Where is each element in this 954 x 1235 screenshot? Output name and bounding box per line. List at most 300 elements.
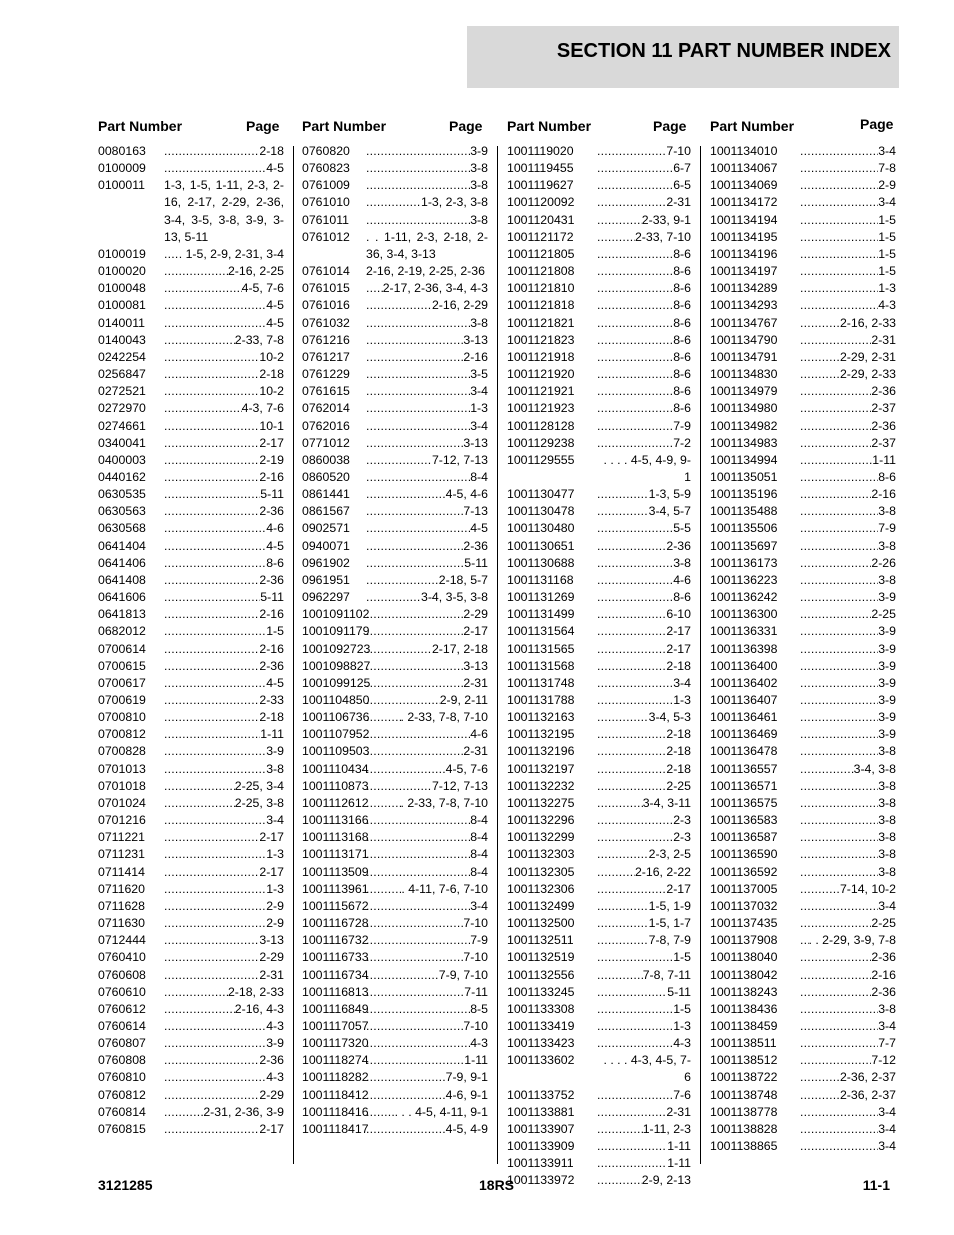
part-number: 1001131565: [507, 641, 575, 656]
part-number: 1001138459: [710, 1018, 778, 1033]
dot-leader: [366, 1069, 446, 1086]
index-row: [302, 160, 488, 177]
part-number: 0760823: [302, 161, 350, 176]
page-references: 3-9: [878, 658, 896, 673]
page-references: 3-8: [878, 572, 896, 587]
dot-leader: [800, 1121, 878, 1138]
index-row: [710, 1104, 896, 1121]
page-references: 3-9: [470, 144, 488, 158]
page-references: 4-3, 7-6: [241, 401, 284, 416]
dot-leader: [800, 263, 878, 280]
index-row: [710, 349, 896, 366]
dot-leader: [366, 898, 470, 915]
part-number: 1001132299: [507, 830, 575, 845]
index-row: [302, 1052, 488, 1069]
column-divider: [497, 146, 498, 1164]
index-row: [98, 418, 284, 435]
index-row: [98, 332, 284, 349]
part-number: 0140011: [98, 315, 145, 330]
part-number: 1001137435: [710, 916, 778, 931]
dot-leader: [164, 692, 259, 709]
part-number: 1001113509: [302, 864, 369, 879]
index-row: [710, 658, 896, 675]
index-row: [302, 383, 488, 400]
part-number: 0140043: [98, 332, 146, 347]
page-references: 3-4, 5-3: [648, 710, 691, 725]
index-row: [302, 452, 488, 469]
part-number: 1001113168: [302, 830, 369, 845]
part-number: 1001131499: [507, 607, 575, 622]
dot-leader: [800, 623, 878, 640]
page-references: 1-3: [673, 693, 691, 707]
part-number: 1001134172: [710, 195, 778, 210]
index-row: [710, 418, 896, 435]
part-number: 1001132232: [507, 778, 575, 793]
part-number-header: Part Number: [710, 118, 795, 134]
index-row: [302, 1069, 488, 1086]
part-number: 1001134067: [710, 161, 778, 176]
page-references: 2-16, 2-25: [227, 264, 284, 279]
dot-leader: [800, 812, 878, 829]
dot-leader: [800, 881, 840, 898]
index-row: [507, 1035, 691, 1052]
dot-leader: [597, 812, 673, 829]
index-row: [710, 692, 896, 709]
part-number: 1001133909: [507, 1139, 575, 1154]
part-number: 0700810: [98, 710, 146, 725]
dot-leader: [366, 915, 463, 932]
part-number: 1001116733: [302, 950, 369, 965]
page-references: 1-11: [872, 452, 896, 467]
dot-leader: [597, 143, 666, 160]
page-references: 8-6: [673, 315, 691, 330]
part-number: 1001134196: [710, 246, 778, 261]
part-number: 1001136173: [710, 555, 778, 570]
page-references: 3-8: [878, 538, 896, 553]
part-number: 1001130480: [507, 521, 575, 536]
part-number: 1001120092: [507, 195, 575, 210]
index-row: [98, 726, 284, 743]
dot-leader: [800, 1087, 840, 1104]
page-references: 2-9: [266, 898, 284, 913]
index-row: [507, 555, 691, 572]
dot-leader: [164, 315, 266, 332]
index-row: [98, 795, 284, 812]
index-row: [507, 246, 691, 263]
dot-leader: [800, 177, 878, 194]
page-references: 8-6: [673, 298, 691, 313]
index-row: [302, 984, 488, 1001]
page-references: 2-16, 2-29: [431, 298, 488, 313]
part-number: 1001131168: [507, 572, 574, 587]
page-references: 2-29, 2-33: [839, 367, 896, 382]
page-references: 1-3, 1-5, 1-11, 2-3, 2-16, 2-17, 2-29, 2-36, 3-4, 3-5, 3-8, 3-9, 3-13, 5-11: [164, 178, 284, 244]
part-number: 0701013: [98, 761, 146, 776]
page-references: 2-33, 7-10: [634, 229, 691, 244]
index-row: [507, 383, 691, 400]
page-references: 7-2: [673, 435, 691, 450]
part-number: 1001136557: [710, 761, 778, 776]
part-number: 1001119627: [507, 178, 574, 193]
dot-leader: [164, 846, 266, 863]
index-row: [507, 366, 691, 383]
page-references: 2-18: [666, 744, 691, 759]
part-number: 1001121821: [507, 315, 575, 330]
dot-leader: [366, 726, 470, 743]
part-number: 1001136587: [710, 830, 778, 845]
dot-leader: [366, 315, 470, 332]
index-row: [710, 177, 896, 194]
part-number: 1001134983: [710, 435, 778, 450]
part-number: 1001135051: [710, 469, 778, 484]
part-number: 1001134982: [710, 418, 778, 433]
dot-leader: [366, 932, 470, 949]
index-row: [98, 864, 284, 881]
part-number: 1001121921: [507, 384, 575, 399]
dot-leader: [164, 1104, 203, 1121]
index-row: [710, 212, 896, 229]
page-references: 2-37: [871, 435, 896, 450]
dot-leader: [800, 778, 878, 795]
part-number: 1001109503: [302, 744, 370, 759]
dot-leader: [800, 1052, 871, 1069]
part-number: 0760608: [98, 967, 146, 982]
dot-leader: [800, 280, 878, 297]
dot-leader: [164, 1087, 259, 1104]
part-number: 0100009: [98, 161, 146, 176]
part-number: 0711221: [98, 830, 145, 845]
index-row: [507, 778, 691, 795]
page-header: Page: [246, 118, 280, 134]
page-references: 3-13: [463, 658, 488, 673]
page-references: 8-6: [673, 401, 691, 416]
page-references: 7-9: [470, 933, 488, 948]
page-references: 2-33, 9-1: [641, 212, 691, 227]
part-number: 0712444: [98, 933, 146, 948]
index-row: [710, 761, 896, 778]
part-number: 1001136592: [710, 864, 778, 879]
index-row: [302, 1121, 488, 1138]
part-number: 1001121818: [507, 298, 575, 313]
dot-leader: [366, 606, 463, 623]
part-number: 0100020: [98, 264, 146, 279]
index-row: [98, 143, 284, 160]
part-number: 1001134994: [710, 452, 778, 467]
index-row: [302, 572, 488, 589]
index-row: [98, 349, 284, 366]
index-row: [507, 435, 691, 452]
dot-leader: [800, 829, 878, 846]
part-number: 0711620: [98, 881, 145, 896]
dot-leader: [800, 898, 878, 915]
part-number: 1001118412: [302, 1087, 369, 1102]
dot-leader: [164, 915, 266, 932]
dot-leader: [164, 761, 266, 778]
index-row: [98, 520, 284, 537]
dot-leader: [164, 967, 259, 984]
part-number: 0701216: [98, 813, 146, 828]
page-references: 3-13: [463, 332, 488, 347]
page-references: 2-29: [259, 1087, 284, 1102]
page-references: 2-36: [871, 384, 896, 399]
index-row: [507, 1172, 691, 1189]
page-references: 2-31: [871, 332, 896, 347]
index-row: [98, 246, 284, 263]
page-references: 8-6: [673, 349, 691, 364]
dot-leader: [164, 486, 260, 503]
index-row: [507, 915, 691, 932]
index-rows: [507, 143, 691, 1190]
part-number-header: Part Number: [302, 118, 387, 134]
page-references: 2-17: [259, 864, 284, 879]
part-number: 1001133752: [507, 1087, 575, 1102]
part-number: 0962297: [302, 590, 350, 605]
page-references: 8-6: [673, 590, 691, 605]
page-references: 1-5: [878, 212, 896, 227]
page-references: 2-19: [259, 452, 284, 467]
index-row: [507, 898, 691, 915]
part-number: 0700617: [98, 675, 146, 690]
part-number: 0760610: [98, 984, 146, 999]
page-references: 3-9: [878, 624, 896, 639]
part-number: 1001133972: [507, 1173, 575, 1188]
page-references: 3-4, 3-11: [642, 795, 691, 810]
page-references: 2-16, 2-33: [839, 315, 896, 330]
dot-leader: [366, 332, 463, 349]
page-references: 1-5: [673, 950, 691, 965]
dot-leader: [800, 315, 840, 332]
part-number: 1001120431: [507, 212, 575, 227]
part-number: 0440162: [98, 469, 146, 484]
index-row: [507, 812, 691, 829]
dot-leader: [597, 486, 649, 503]
page-references: 7-9, 9-1: [445, 1070, 488, 1085]
part-number: 1001138722: [710, 1070, 778, 1085]
page-references: 8-6: [266, 555, 284, 570]
dot-leader: [800, 692, 878, 709]
part-number: 0700828: [98, 744, 146, 759]
part-number: 0761009: [302, 178, 350, 193]
page-references: 3-4: [878, 1104, 896, 1119]
part-number: 1001136331: [710, 624, 778, 639]
index-row: [98, 1121, 284, 1138]
index-row: [302, 778, 488, 795]
index-row: [507, 400, 691, 417]
index-row: [710, 589, 896, 606]
dot-leader: [597, 297, 673, 314]
part-number: 1001134790: [710, 332, 778, 347]
dot-leader: [366, 366, 470, 383]
index-row: [507, 743, 691, 760]
dot-leader: [366, 709, 401, 726]
dot-leader: [800, 795, 878, 812]
index-row: [98, 623, 284, 640]
index-row: [98, 435, 284, 452]
page-references: 2-29: [259, 950, 284, 965]
page-references: 2-16, 4-3: [234, 1001, 284, 1016]
page-references: . . . 4-5, 4-11, 9-1: [394, 1104, 488, 1119]
dot-leader: [366, 1001, 470, 1018]
index-row: [98, 555, 284, 572]
dot-leader: [800, 349, 840, 366]
part-number: 1001130478: [507, 504, 575, 519]
part-number: 1001130477: [507, 487, 575, 502]
part-number: 0861567: [302, 504, 350, 519]
index-row: [507, 692, 691, 709]
page-references: 4-5, 4-9: [445, 1121, 488, 1136]
index-row: [507, 761, 691, 778]
index-row: [98, 1001, 284, 1018]
index-row: [98, 160, 284, 177]
index-row: [302, 949, 488, 966]
page-references: 8-6: [673, 367, 691, 382]
page-references: 2-36: [666, 538, 691, 553]
page-references: 2-36: [259, 572, 284, 587]
part-number: 1001134194: [710, 212, 778, 227]
dot-leader: [597, 829, 673, 846]
page-references: 3-4, 3-8: [853, 761, 896, 776]
part-number: 0682012: [98, 624, 146, 639]
part-number: 0340041: [98, 435, 146, 450]
page-references: . 4-11, 7-6, 7-10: [401, 881, 488, 896]
page-references: 8-6: [673, 246, 691, 261]
dot-leader: [800, 1069, 840, 1086]
page-references: 8-4: [470, 864, 488, 879]
page-references: 3-4: [266, 813, 284, 828]
index-row: [302, 263, 488, 280]
page-references: 4-5: [266, 538, 284, 553]
part-number: 1001136478: [710, 744, 778, 759]
page-references: 8-4: [470, 847, 488, 862]
dot-leader: [164, 143, 259, 160]
index-row: [710, 709, 896, 726]
part-number: 1001132196: [507, 744, 575, 759]
index-row: [98, 572, 284, 589]
index-row: [507, 675, 691, 692]
part-number: 0641606: [98, 590, 146, 605]
dot-leader: [366, 435, 463, 452]
index-row: [302, 846, 488, 863]
part-number: 0400003: [98, 452, 146, 467]
dot-leader: [366, 949, 463, 966]
index-row: [98, 709, 284, 726]
index-row: [302, 623, 488, 640]
part-number: 1001138511: [710, 1036, 777, 1051]
page-references: 1-3, 5-9: [648, 487, 691, 502]
index-row: [98, 1018, 284, 1035]
dot-leader: [597, 1104, 666, 1121]
dot-leader: [800, 743, 878, 760]
index-row: [98, 967, 284, 984]
page-references: 2-18: [666, 727, 691, 742]
page-references: 6-5: [673, 178, 691, 193]
page-references: 1-11: [667, 1156, 691, 1171]
part-number: 1001132195: [507, 727, 575, 742]
part-number: 1001118416: [302, 1104, 369, 1119]
dot-leader: [800, 246, 878, 263]
index-row: [302, 280, 488, 297]
part-number: 0711630: [98, 916, 145, 931]
dot-leader: [800, 435, 871, 452]
page-references: 7-6: [673, 1087, 691, 1102]
part-number: 1001121918: [507, 349, 575, 364]
index-row: [98, 315, 284, 332]
index-row: [507, 1121, 691, 1138]
part-number: 0762014: [302, 401, 350, 416]
index-row: [98, 675, 284, 692]
part-number: 0761014: [302, 264, 350, 279]
dot-leader: [800, 160, 878, 177]
index-rows: [710, 143, 896, 1155]
part-number: 1001132519: [507, 950, 575, 965]
index-row: [302, 435, 488, 452]
part-number: 0860520: [302, 469, 350, 484]
page-references: 2-3: [673, 813, 691, 828]
dot-leader: [800, 538, 878, 555]
dot-leader: [366, 418, 470, 435]
page-references: 1-5: [673, 1001, 691, 1016]
index-row: [507, 932, 691, 949]
index-row: [507, 452, 691, 486]
page-references: 1-3, 2-3, 3-8: [421, 195, 488, 210]
dot-leader: [597, 538, 666, 555]
page-references: 5-5: [673, 521, 691, 536]
part-number: 1001134791: [710, 349, 778, 364]
index-row: [98, 280, 284, 297]
page-references: 2-36: [259, 658, 284, 673]
index-row: [507, 1104, 691, 1121]
index-row: [98, 1035, 284, 1052]
part-number: 0760812: [98, 1087, 146, 1102]
page-references: 2-9, 2-13: [641, 1173, 691, 1188]
index-rows: [302, 143, 488, 1138]
index-row: [98, 984, 284, 1001]
index-row: [302, 212, 488, 229]
page-references: 3-4: [878, 1139, 896, 1154]
dot-leader: [366, 864, 470, 881]
dot-leader: [366, 486, 446, 503]
page-references: 3-4: [878, 195, 896, 210]
part-number: 1001135697: [710, 538, 778, 553]
index-row: [302, 1035, 488, 1052]
page-references: 1-5, 1-7: [648, 916, 691, 931]
part-number: 1001099125: [302, 675, 371, 690]
dot-leader: [800, 366, 840, 383]
part-number: 0761615: [302, 384, 350, 399]
dot-leader: [597, 520, 673, 537]
index-row: [710, 1121, 896, 1138]
part-number-header: Part Number: [98, 118, 183, 134]
part-number: 1001137032: [710, 898, 778, 913]
dot-leader: [800, 555, 871, 572]
dot-leader: [164, 538, 266, 555]
page-references: 3-9: [878, 693, 896, 707]
column-header: [98, 118, 280, 135]
page-references: 3-8: [878, 778, 896, 793]
dot-leader: [597, 967, 643, 984]
dot-leader: [800, 212, 878, 229]
index-row: [710, 520, 896, 537]
dot-leader: [164, 520, 266, 537]
part-number: 1001131568: [507, 658, 575, 673]
part-number: 1001128128: [507, 418, 575, 433]
part-number: 1001116732: [302, 933, 369, 948]
dot-leader: [366, 469, 470, 486]
index-row: [710, 486, 896, 503]
part-number: 0760820: [302, 144, 350, 158]
index-row: [98, 383, 284, 400]
page-references: 2-37: [871, 401, 896, 416]
